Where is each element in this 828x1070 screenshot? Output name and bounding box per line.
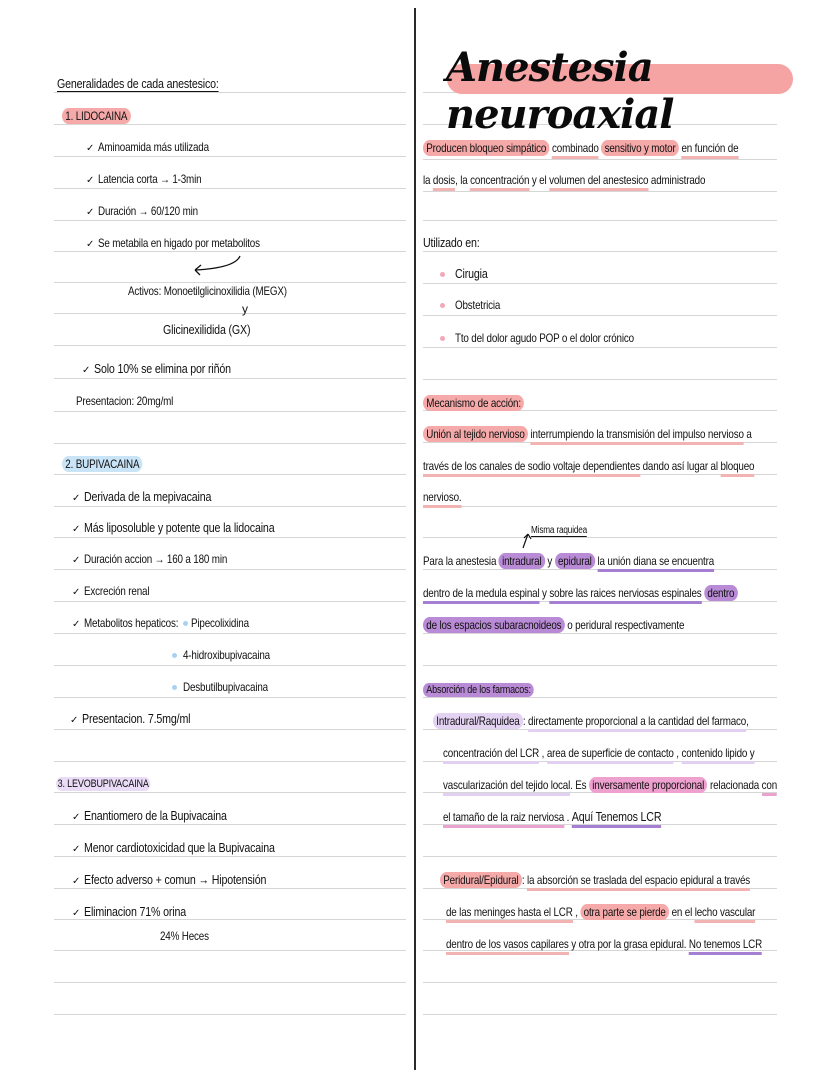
absorption-heading: Absorción de los farmacos: bbox=[423, 683, 558, 697]
bullet-dot-icon bbox=[183, 621, 188, 626]
list-item: ✓ Solo 10% se elimina por riñón bbox=[82, 361, 232, 376]
bullet-dot-icon bbox=[172, 685, 177, 690]
list-item: ✓ Se metabila en higado por metabolitos bbox=[86, 236, 261, 250]
mechanism-para-2: dentro de la medula espinal y sobre las raices nerviosas espinales dentro bbox=[423, 586, 807, 600]
elimination-heces: 24% Heces bbox=[160, 929, 209, 943]
presentation-lidocaina: Presentacion: 20mg/ml bbox=[76, 394, 174, 408]
list-item: ✓ Duración accion → 160 a 180 min bbox=[72, 552, 228, 566]
list-item: ✓ Más liposoluble y potente que la lidocaina bbox=[72, 520, 275, 535]
intro-line-1: Producen bloqueo simpático combinado sensitivo y motor en función de bbox=[423, 141, 808, 155]
check-icon: ✓ bbox=[86, 143, 95, 154]
intradural-line-4: el tamaño de la raiz nerviosa . Aquí Tenemos LCR bbox=[443, 809, 709, 824]
list-item: ✓ Duración → 60/120 min bbox=[86, 204, 199, 218]
check-icon: ✓ bbox=[82, 365, 91, 376]
note-misma-raquidea: Misma raquidea bbox=[531, 525, 588, 536]
bullet-dot-icon bbox=[440, 336, 445, 341]
bullet-dot-icon bbox=[440, 272, 445, 277]
check-icon: ✓ bbox=[72, 844, 81, 855]
list-item: ✓ Excreción renal bbox=[72, 584, 150, 598]
arrow-up-icon bbox=[520, 530, 534, 550]
check-icon: ✓ bbox=[72, 587, 81, 598]
use-item: Cirugia bbox=[440, 266, 495, 281]
check-icon: ✓ bbox=[72, 876, 81, 887]
check-icon: ✓ bbox=[72, 812, 81, 823]
list-item: ✓ Latencia corta → 1-3min bbox=[86, 172, 202, 186]
mechanism-para-3: de los espacios subaracnoideos o peridural respectivamente bbox=[423, 618, 742, 632]
use-item: Obstetricia bbox=[440, 298, 510, 312]
check-icon: ✓ bbox=[86, 175, 95, 186]
mechanism-heading: Mecanismo de acción: bbox=[423, 395, 546, 411]
hepatic-metabolite: Desbutilbupivacaina bbox=[172, 680, 287, 694]
intradural-line-3: vascularización del tejido local. Es inversamente proporcional relacionada con bbox=[443, 778, 828, 792]
epidural-line-2: de las meninges hasta el LCR , otra parte se pierde en el lecho vascular bbox=[446, 905, 823, 919]
check-icon: ✓ bbox=[72, 619, 81, 630]
list-item: ✓ Metabolitos hepaticos: bbox=[72, 616, 179, 630]
section-title-levobupivacaina: 3. LEVOBUPIVACAINA bbox=[57, 778, 149, 790]
curved-arrow-icon bbox=[185, 254, 245, 280]
mechanism-line-1: Unión al tejido nervioso interrumpiendo la transmisión del impulso nervioso a bbox=[423, 427, 824, 441]
check-icon: ✓ bbox=[70, 715, 79, 726]
list-item: ✓ Eliminacion 71% orina bbox=[72, 904, 187, 919]
list-item: ✓ Menor cardiotoxicidad que la Bupivacaina bbox=[72, 840, 275, 855]
list-item: ✓ Derivada de la mepivacaina bbox=[72, 489, 212, 504]
bullet-dot-icon bbox=[172, 653, 177, 658]
metabolites-connector: y bbox=[242, 302, 248, 316]
list-item: ✓ Enantiomero de la Bupivacaina bbox=[72, 808, 227, 823]
metabolites-active: Activos: Monoetilglicinoxilidia (MEGX) bbox=[128, 284, 287, 298]
list-item: ✓ Aminoamida más utilizada bbox=[86, 140, 210, 154]
hepatic-metabolite: 4-hidroxibupivacaina bbox=[172, 648, 289, 662]
left-heading: Generalidades de cada anestesico: bbox=[57, 76, 219, 91]
column-divider bbox=[414, 8, 416, 1070]
check-icon: ✓ bbox=[72, 524, 81, 535]
mechanism-line-3: nervioso. bbox=[423, 490, 470, 508]
section-title-bupivacaina: 2. BUPIVACAINA bbox=[62, 456, 160, 472]
metabolites-gx: Glicinexilidida (GX) bbox=[163, 322, 251, 337]
check-icon: ✓ bbox=[86, 239, 95, 250]
intradural-line-1: Intradural/Raquidea : directamente proporcional a la cantidad del farmaco, bbox=[433, 714, 818, 728]
uses-heading: Utilizado en: bbox=[423, 235, 480, 250]
check-icon: ✓ bbox=[86, 207, 95, 218]
check-icon: ✓ bbox=[72, 908, 81, 919]
page-title: Anestesia neuroaxial bbox=[446, 44, 674, 138]
mechanism-para-1: Para la anestesia intradural y epidural la unión diana se encuentra bbox=[423, 554, 778, 568]
epidural-line-1: Peridural/Epidural : la absorción se traslada del espacio epidural a través bbox=[440, 873, 818, 887]
intradural-line-2: concentración del LCR , area de superficie de contacto , contenido lipido y bbox=[443, 746, 823, 760]
hepatic-metabolite: Pipecolixidina bbox=[183, 616, 262, 630]
list-item: ✓ Efecto adverso + comun → Hipotensión bbox=[72, 872, 267, 887]
section-title-lidocaina: 1. LIDOCAINA bbox=[62, 108, 146, 124]
intro-line-2: la dosis, la concentración y el volumen del anestesico administrado bbox=[423, 173, 767, 187]
mechanism-line-2: través de los canales de sodio voltaje dependientes dando así lugar al bloqueo bbox=[423, 459, 827, 473]
check-icon: ✓ bbox=[72, 555, 81, 566]
check-icon: ✓ bbox=[72, 493, 81, 504]
use-item: Tto del dolor agudo POP o el dolor crónico bbox=[440, 331, 673, 345]
bullet-dot-icon bbox=[440, 303, 445, 308]
epidural-line-3: dentro de los vasos capilares y otra por la grasa epidural. No tenemos LCR bbox=[446, 937, 828, 951]
presentation-bupivacaina: ✓ Presentacion. 7.5mg/ml bbox=[70, 711, 191, 726]
